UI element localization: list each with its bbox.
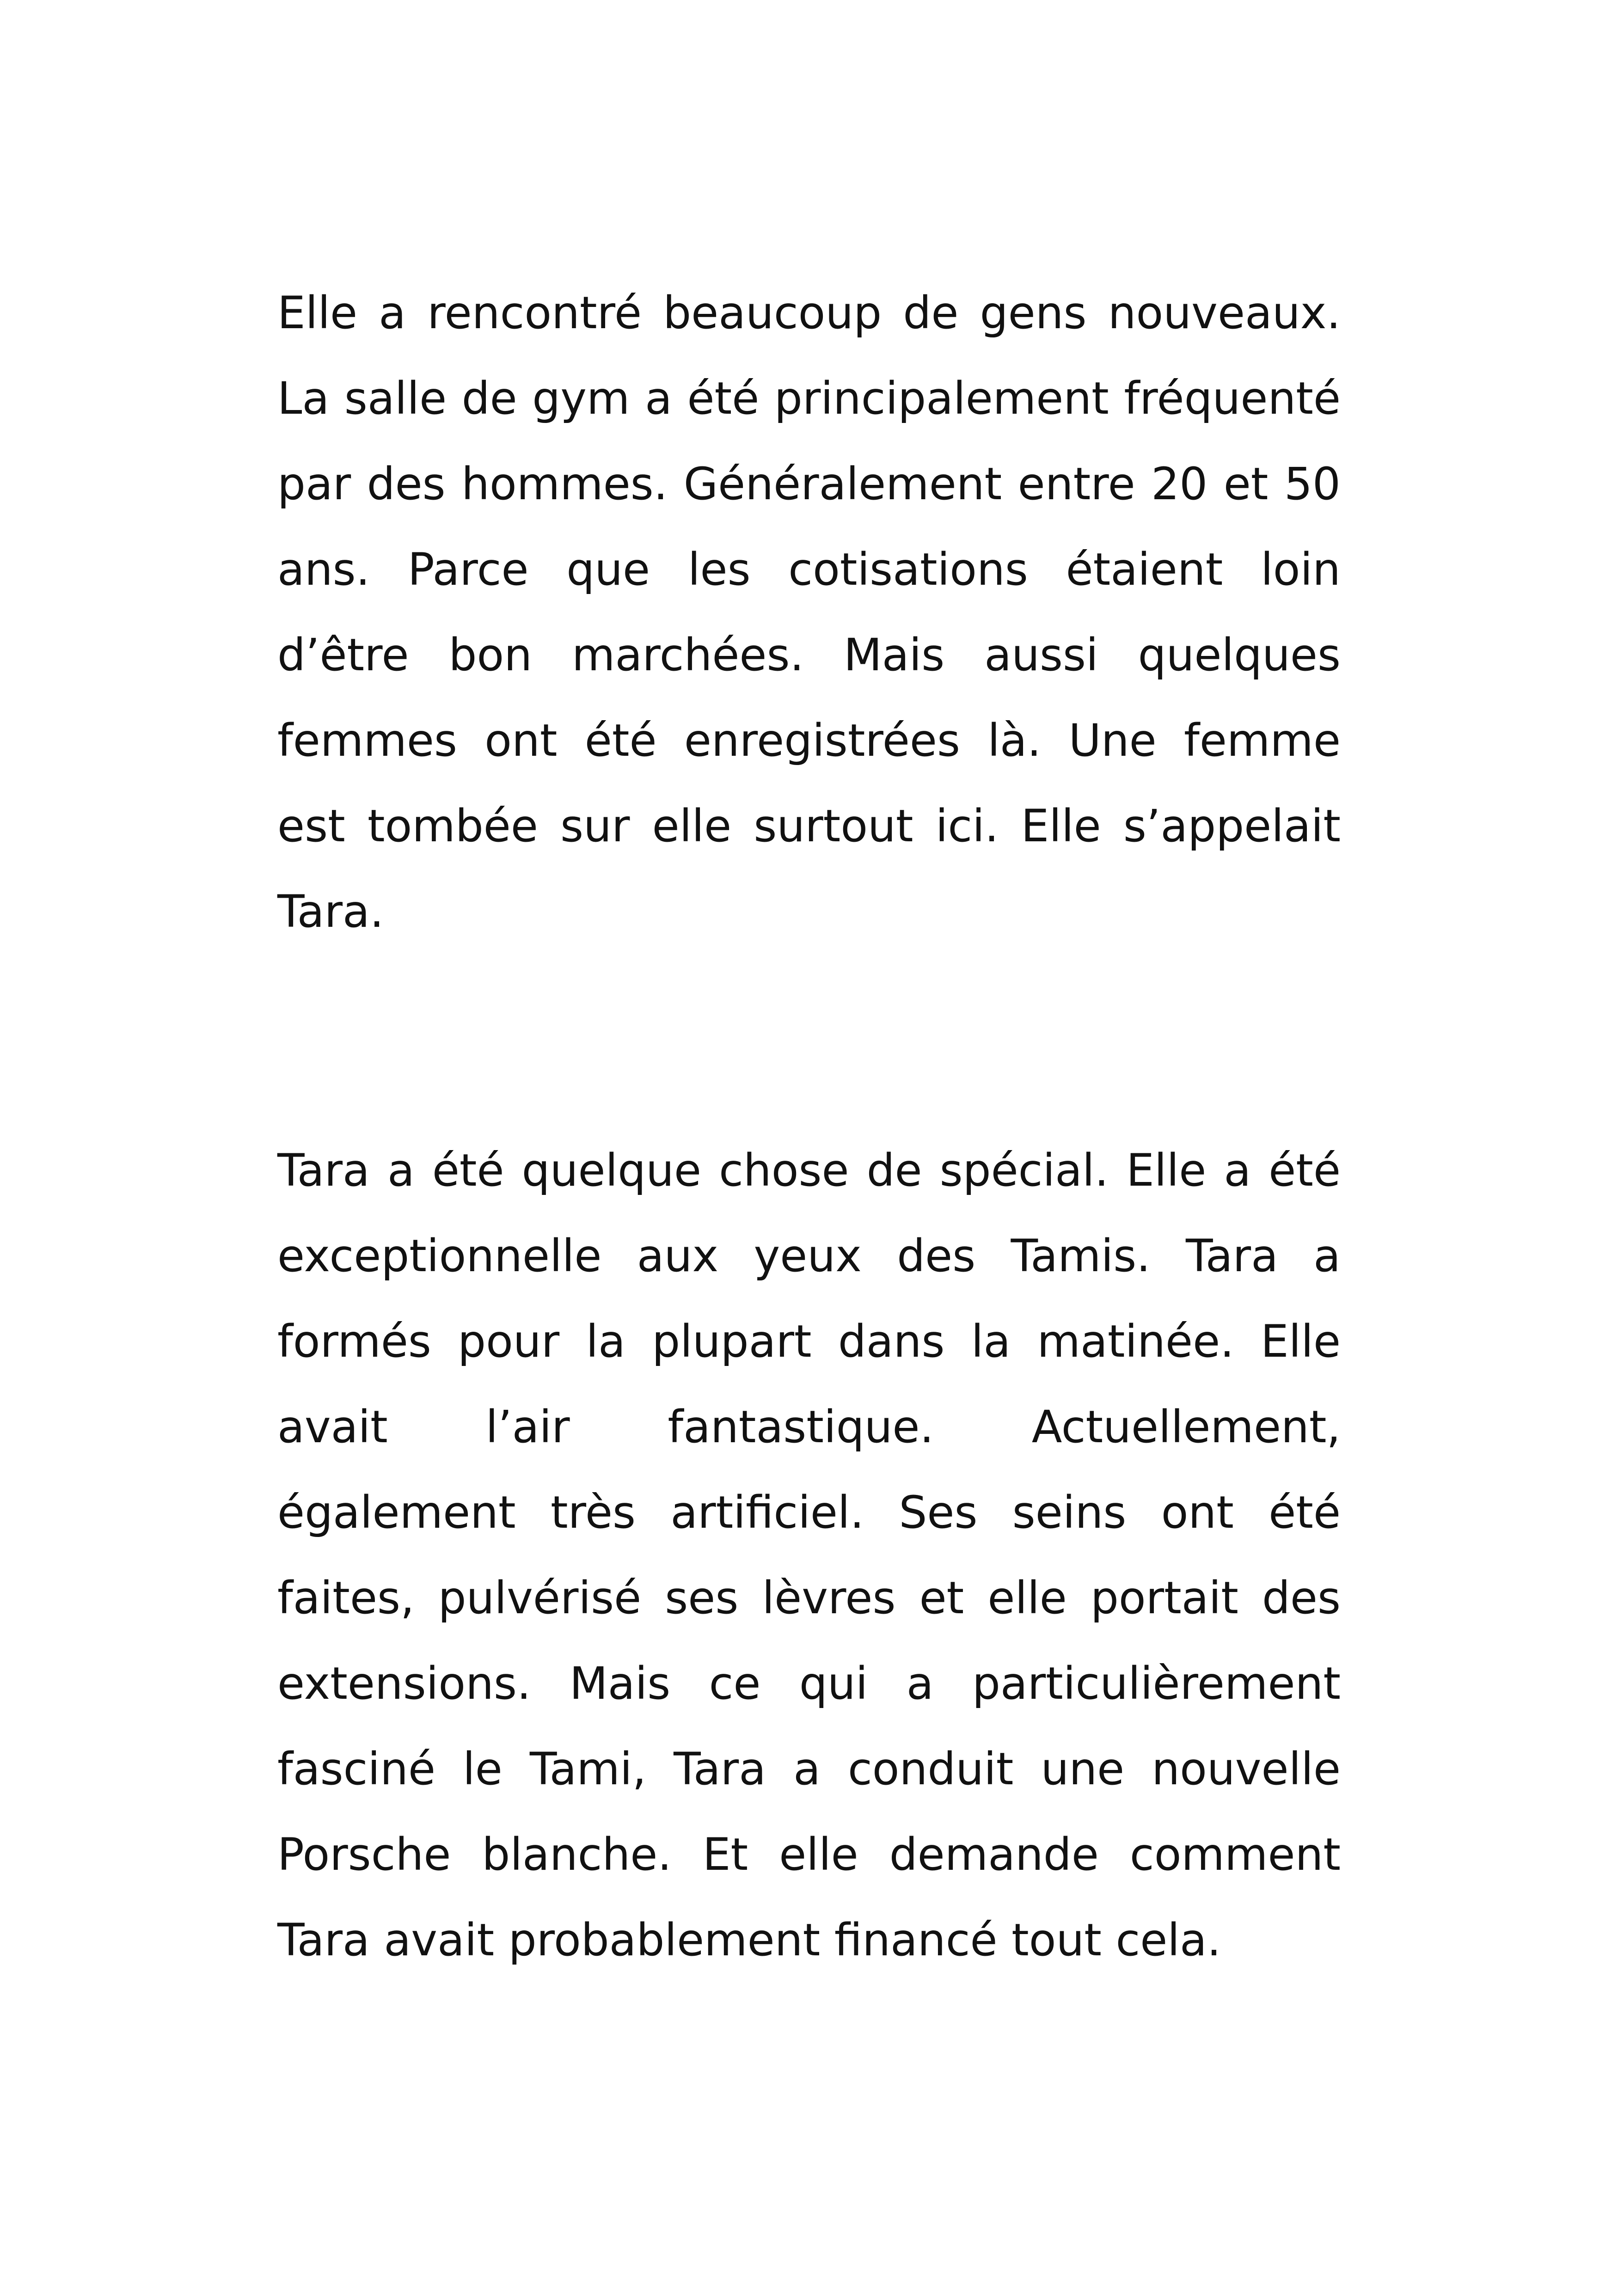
paragraph-2: Tara a été quelque chose de spécial. Elle a été exceptionnelle aux yeux des Tamis. Tara a formés pour la plupart dans la matinée. Elle avait l’air fantastique. Actuellement, également très artificiel. Ses seins ont été faites, pulvérisé ses lèvres et elle portait des extensions. Mais ce qui a particulièrement fasciné le Tami, Tara a conduit une nouvelle Porsche blanche. Et elle demande comment Tara avait probablement financé tout cela. bbox=[277, 1145, 1341, 1966]
paragraph-1: Elle a rencontré beaucoup de gens nouveaux. La salle de gym a été principalement fréquenté par des hommes. Généralement entre 20 et 50 ans. Parce que les cotisations étaient loin d’être bon marchées. Mais aussi quelques femmes ont été enregistrées là. Une femme est tombée sur elle surtout ici. Elle s’appelait Tara. bbox=[277, 287, 1341, 937]
